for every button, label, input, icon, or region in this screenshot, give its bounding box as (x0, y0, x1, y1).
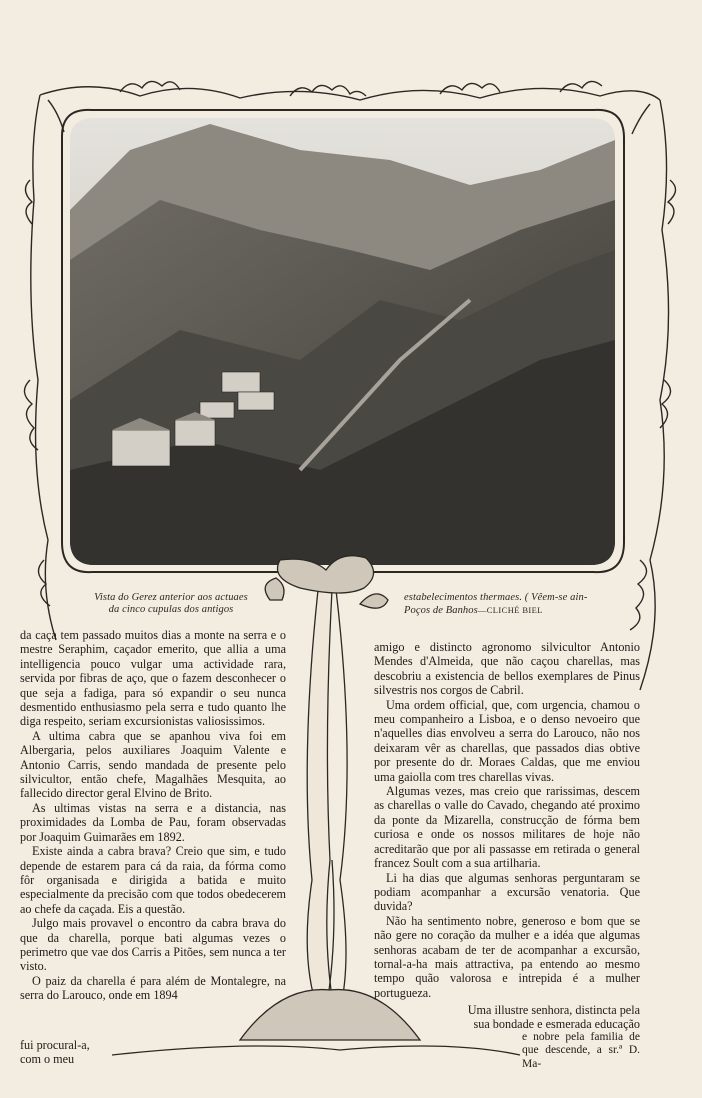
right-tail-line: e nobre pela familia de que descende, a sr.ª D. Ma- (522, 1031, 640, 1070)
caption-line: da cinco cupulas dos antigos (108, 604, 234, 615)
left-tail-line: com o meu (20, 1052, 75, 1066)
photo-caption-left (76, 592, 266, 616)
caption-line: estabelecimentos thermaes. ( Vêem-se ain- (404, 592, 588, 603)
paragraph: Existe ainda a cabra brava? Creio que sim, e tudo depende de estarem para cá da raia, da fórma como fôr organisada e dirigida a batida e muito especialmente da precisão com que todos obedecerem ao chefe da caçada. Eis a questão. (20, 844, 286, 916)
right-tail-line: Uma illustre senhora, distincta pela (467, 1003, 640, 1017)
photo-credit: —CLICHÉ BIEL (477, 605, 543, 615)
left-tail-line: fui procural-a, (20, 1038, 90, 1052)
right-tail-line: sua bondade e esmerada educação (473, 1017, 640, 1031)
paragraph: As ultimas vistas na serra e a distancia, nas proximidades da Lomba de Pau, foram observadas por Joaquim Guimarães em 1892. (20, 800, 286, 844)
photo-caption-right (404, 592, 644, 617)
valley-photograph (70, 118, 615, 565)
right-text-column (374, 640, 640, 1000)
paragraph: Uma ordem official, que, com urgencia, chamou o meu companheiro a Lisboa, e o denso nevoeiro que n'aquelles dias envolveu a serra do Larouco, não nos deixaram vêr as charellas, que passados dias obtive por presente do dr. Moraes Caldas, que me enviou uma gaiolla com tres charellas vivas. (374, 697, 640, 784)
left-text-column (20, 628, 286, 1003)
paragraph: Li ha dias que algumas senhoras perguntaram se podiam acompanhar a excursão venatoria. Que duvida? (374, 870, 640, 914)
paragraph: amigo e distincto agronomo silvicultor Antonio Mendes d'Almeida, que não caçou charellas, mas descobriu a existencia de bellos exemplares de Pinus silvestris nos corgos de Cabril. (374, 640, 640, 698)
paragraph: A ultima cabra que se apanhou viva foi em Albergaria, pelos auxiliares Joaquim Valente e Antonio Carris, sendo mandada de presente pelo silvicultor, então chefe, Magalhães Mesquita, ao fallecido director geral Elvino de Brito. (20, 728, 286, 801)
caption-line: Poços de Banhos (404, 605, 478, 616)
paragraph: da caça tem passado muitos dias a monte na serra e o mestre Seraphim, caçador emerito, que allia a uma intelligencia pouco vulgar uma actividade rara, servida por fibras de aço, que o fazem desconhecer o que seja a fadiga, para só expandir o seu nunca desmentido enthusiasmo pela serra e tudo quanto lhe diga respeito, seriam excursionistas valiosissimos. (20, 628, 286, 729)
paragraph: Não ha sentimento nobre, generoso e bom que se não gere no coração da mulher e a idéa que algumas senhoras acabam de ter de acompanhar a excursão, tornal-a-ha mais attractiva, pa entendo ao mesmo tempo quão valorosa e intrepida é a mulher portugueza. (374, 913, 640, 1000)
caption-line: Vista do Gerez anterior aos actuaes (94, 592, 248, 603)
paragraph: Julgo mais provavel o encontro da cabra brava do que da charella, porque bati algumas vezes o perimetro que vae dos Carris a Pitões, sem nunca a ter visto. (20, 916, 286, 974)
paragraph: Algumas vezes, mas creio que rarissimas, descem as charellas o valle do Cavado, chegando até proximo da ponte da Mizarella, construcção de fórma bem curiosa e onde os nossos militares de hoje não acreditarão que por ali passasse em retirada o general francez Soult com a sua artilharia. (374, 784, 640, 871)
paragraph: O paiz da charella é para além de Montalegre, na serra do Larouco, onde em 1894 (20, 973, 286, 1003)
